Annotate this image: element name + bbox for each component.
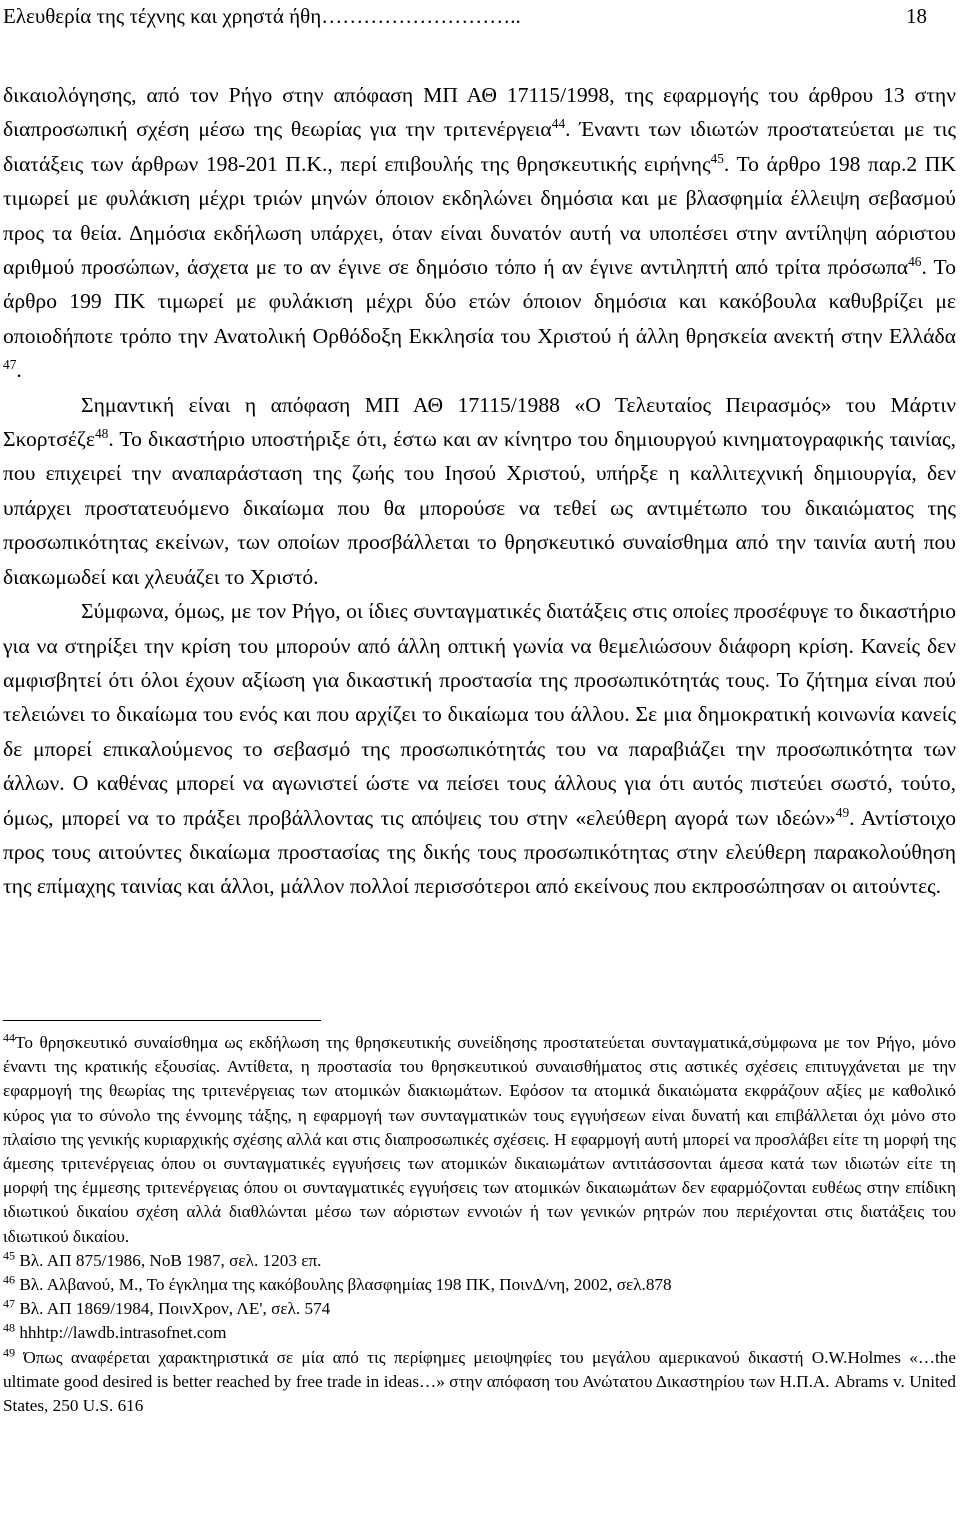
footnote-ref-49[interactable]: 49 [835,804,850,820]
footnote-48 [3,1321,956,1345]
footnote-link[interactable]: hhhtp://lawdb.intrasofnet.com [19,1323,227,1343]
footnote-number: 46 [3,1272,16,1287]
paragraph-2 [3,388,956,594]
page-number: 18 [906,4,927,28]
p3-text-1: Σύμφωνα, όμως, με τον Ρήγο, οι ίδιες συνταγματικές διατάξεις στις οποίες προσέφυγε το δικαστήριο για να στηρίξει την κρίση του μπορούν από άλλη οπτική γωνία να θεμελιώσουν διάφορη κρίση. Κανείς δεν αμφισβητεί ότι όλοι έχουν αξίωση για δικαστική προστασία της προσωπικότητάς τους. Το ζήτημα είναι πού τελειώνει το δικαίωμα του ενός και που αρχίζει το δικαίωμα του άλλου. Σε μια δημοκρατική κοινωνία κανείς δε μπορεί επικαλούμενος το σεβασμό της προσωπικότητάς του να παραβιάζει την προσωπικότητα των άλλων. Ο καθένας μπορεί να αγωνιστεί ώστε να πείσει τους άλλους για ότι αυτός πιστεύει σωστό, τούτο, όμως, μπορεί να το πράξει προβάλλοντας τις απόψεις του στην «ελεύθερη αγορά των ιδεών» [3,599,956,830]
footnote-number: 48 [3,1320,16,1335]
p1-text-1: δικαιολόγησης, από τον Ρήγο στην απόφαση ΜΠ ΑΘ 17115/1998, της εφαρμογής του άρθρου 13 στην διαπροσωπική σχέση μέσω της θεωρίας για την τριτενέργεια [3,83,956,142]
p3-text-2: . Αντίστοιχο προς τους αιτούντες δικαίωμα προστασίας της δικής τους προσωπικότητας στην ελεύθερη παρακολούθηση της επίμαχης ταινίας και άλλοι, μάλλον πολλοί περισσότεροι από εκείνους που εκπροσώπησαν οι αιτούντες. [3,805,956,899]
p2-text-2: . Το δικαστήριο υποστήριξε ότι, έστω και αν κίνητρο του δημιουργού κινηματογραφικής ταινίας, που επιχειρεί την αναπαράσταση της ζωής του Ιησού Χριστού, υπήρξε η καλλιτεχνική δημιουργία, δεν υπάρχει προστατευόμενο δικαίωμα που θα μπορούσε να τεθεί ως αντιμέτωπο του δικαιώματος της προσωπικότητας εκείνων, των οποίων προσβάλλεται το θρησκευτικό συναίσθημα από την ταινία αυτή που διακωμωδεί και χλευάζει το Χριστό. [3,427,956,589]
footnote-text: Όπως αναφέρεται χαρακτηριστικά σε μία από τις περίφημες μειοψηφίες του μεγάλου αμερικανού δικαστή O.W.Holmes «…the ultimate good desired is better reached by free trade in ideas…» στην απόφαση του Ανώτατου Δικαστηρίου των Η.Π.Α. Abrams v. United States, 250 U.S. 616 [3,1347,957,1416]
main-body [3,78,956,904]
p1-text-4: . Το άρθρο 199 ΠΚ τιμωρεί με φυλάκιση μέχρι δύο ετών όποιον δημόσια και κακόβουλα καθυβρίζει με οποιοδήποτε τρόπο την Ανατολική Ορθόδοξη Εκκλησία του Χριστού ή άλλη θρησκεία ανεκτή στην Ελλάδα [3,255,956,348]
footnote-44 [3,1031,956,1249]
paragraph-1 [3,78,956,388]
footnotes [3,1031,956,1418]
footnote-number: 49 [3,1345,16,1360]
footnote-46 [3,1273,956,1297]
footnote-number: 45 [3,1248,16,1263]
footnote-text: Βλ. Αλβανού, Μ., Το έγκλημα της κακόβουλης βλασφημίας 198 ΠΚ, ΠοινΔ/νη, 2002, σελ.878 [19,1275,672,1295]
footnote-ref-47[interactable]: 47 [3,357,17,373]
p1-text-3: . Το άρθρο 198 παρ.2 ΠΚ τιμωρεί με φυλάκιση μέχρι τριών μηνών όποιον εκδηλώνει δημόσια και με βλασφημία έλλειψη σεβασμού προς τα θεία. Δημόσια εκδήλωση υπάρχει, όταν είναι δυνατόν αυτή να υποπέσει στην αντίληψη αόριστου αριθμού προσώπων, άσχετα με το αν έγινε σε δημόσιο τόπο ή αν έγινε αντιληπτή από τρίτα πρόσωπα [3,151,956,280]
footnote-text: Βλ. ΑΠ 875/1986, ΝοΒ 1987, σελ. 1203 επ. [19,1250,322,1270]
running-title: Ελευθερία της τέχνης και χρηστά ήθη……………………….. [3,4,521,28]
footnote-separator [3,1020,321,1021]
footnote-ref-46[interactable]: 46 [908,254,922,269]
footnote-ref-44[interactable]: 44 [551,116,566,132]
footnote-45 [3,1249,956,1273]
paragraph-3 [3,594,956,904]
footnote-text: Το θρησκευτικό συναίσθημα ως εκδήλωση της θρησκευτικής συνείδησης προστατεύεται συνταγματικά,σύμφωνα με τον Ρήγο, μόνο έναντι της κρατικής εξουσίας. Αντίθετα, η προστασία του θρησκευτικού συναισθήματος στις αστικές σχέσεις επιτυγχάνεται με την εφαρμογή της θεωρίας της τριτενέργειας των ατομικών διακιωμάτων. Εφόσον τα ατομικά δικαιώματα εκφράζουν αξίες με καθολικό κύρος για το σύνολο της έννομης τάξης, η εφαρμογή των συνταγματικών τους εγγυήσεων είναι δυνατή και επιβάλλεται όχι μόνο στο πλαίσιο της γενικής κυριαρχικής σχέσης αλλά και στις διαπροσωπικές σχέσεις. Η εφαρμογή αυτή μπορεί να προσλάβει είτε τη μορφή της άμεσης τριτενέργειας όπου οι συνταγματικές εγγυήσεις των ατομικών δικαιωμάτων αντιτάσσονται άμεσα κατά των ιδιωτών είτε τη μορφή της έμμεσης τριτενέργειας όπου οι συνταγματικές εγγυήσεις των ατομικών δικαιωμάτων δεν εφαρμόζονται ευθέως στην επίδικη ιδιωτικού δικαίου σχέση αλλά διαθλώνται μέσω των αόριστων εννοιών ή των γενικών ρητρών που περιέχονται στις διατάξεις του ιδιωτικού δικαίου. [3,1033,956,1246]
footnote-number: 47 [3,1296,16,1311]
p2-text-1: Σημαντική είναι η απόφαση ΜΠ ΑΘ 17115/1988 «Ο Τελευταίος Πειρασμός» του Μάρτιν Σκορτσέζε [3,392,956,452]
footnote-ref-48[interactable]: 48 [94,426,109,442]
footnote-text: Βλ. ΑΠ 1869/1984, ΠοινΧρον, ΛΕ', σελ. 574 [19,1299,331,1319]
footnote-number: 44 [3,1030,16,1045]
footnote-ref-45[interactable]: 45 [710,150,724,166]
footnote-47 [3,1297,956,1321]
footnote-49 [3,1346,956,1419]
p1-text-5: . [16,358,22,383]
p1-text-2: . Έναντι των ιδιωτών προστατεύεται με τις διατάξεις των άρθρων 198-201 Π.Κ., περί επιβουλής της θρησκευτικής ειρήνης [3,117,956,176]
running-header [3,3,927,29]
